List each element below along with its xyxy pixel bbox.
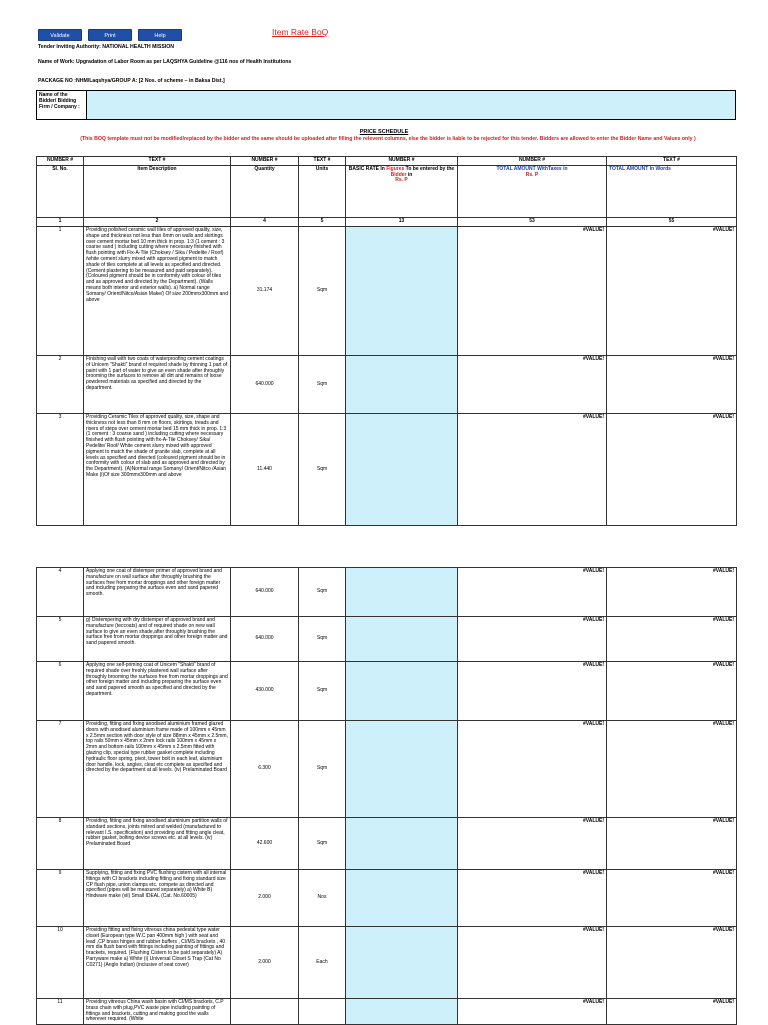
table-row — [37, 818, 737, 870]
item-unit: Sqm — [299, 721, 346, 818]
print-button[interactable]: Print — [88, 29, 132, 41]
colnum-cell: 53 — [458, 217, 607, 226]
amount-in-words: #VALUE! — [607, 818, 737, 870]
item-sl: 8 — [37, 818, 84, 870]
amount-in-words: #VALUE! — [607, 721, 737, 818]
item-quantity — [231, 999, 299, 1025]
item-sl: 4 — [37, 568, 84, 617]
type-cell: TEXT # — [607, 157, 737, 166]
total-amount: #VALUE! — [458, 227, 607, 356]
name-of-work: Name of Work: Upgradation of Labor Room as per LAQSHYA Guideline @116 nos of Health Institutions — [38, 59, 292, 65]
boq-items-table-2 — [36, 567, 737, 1025]
table-row — [37, 414, 737, 526]
type-cell: TEXT # — [299, 157, 346, 166]
item-quantity: 640.000 — [231, 356, 299, 414]
rate-input[interactable] — [346, 818, 458, 870]
table-row — [37, 568, 737, 617]
column-number-row — [37, 217, 737, 226]
rate-input[interactable] — [346, 870, 458, 927]
header-total: TOTAL AMOUNT WithTaxes in Rs. P — [458, 165, 607, 217]
item-quantity: 42.600 — [231, 818, 299, 870]
price-schedule-note: (This BOQ template must not be modified/replaced by the bidder and the same should be uploaded after filling the relevent columns, else the bidder is liable to be rejected for this tender. Bidders are allowed to enter the Bidder Name and Values only ) — [80, 136, 696, 142]
help-button[interactable]: Help — [138, 29, 182, 41]
package-no: PACKAGE NO :NHM/Laqshya/GROUP A: [2 Nos. of scheme – in Baksa Dist.] — [38, 78, 225, 84]
header-words: TOTAL AMOUNT In Words — [607, 165, 737, 217]
rate-input[interactable] — [346, 662, 458, 721]
item-description: Applying one coat of distemper primer of approved brand and manufacture on wall surface after throughly brushing the surfaces free from mortar droppings and other foreign matter and including preparing the surface even and sand papered smooth. — [84, 568, 231, 617]
item-description: g) Distempering with dry distemper of approved brand and manufacture (teccoats) and of required shade on new wall surface to give an even shade,after throughly brushing the surface free from mortar droppings and other foreign matter and sand papered smooth. — [84, 617, 231, 662]
item-quantity: 640.000 — [231, 617, 299, 662]
header-units: Units — [299, 165, 346, 217]
bidder-name-row — [36, 90, 736, 120]
amount-in-words: #VALUE! — [607, 568, 737, 617]
type-cell: NUMBER # — [458, 157, 607, 166]
amount-in-words: #VALUE! — [607, 927, 737, 999]
item-unit: Sqm — [299, 414, 346, 526]
amount-in-words: #VALUE! — [607, 356, 737, 414]
type-cell: NUMBER # — [37, 157, 84, 166]
total-amount: #VALUE! — [458, 568, 607, 617]
total-amount: #VALUE! — [458, 662, 607, 721]
total-amount: #VALUE! — [458, 999, 607, 1025]
item-description: Providing vitreous China wash basin with CI/MS brackets, C.P brass chain with plug,PVC waste pipe including painting of fittings and brackets, cutting and making good the walls wherever required. (White — [84, 999, 231, 1025]
rate-input[interactable] — [346, 721, 458, 818]
table-row — [37, 870, 737, 927]
amount-in-words: #VALUE! — [607, 999, 737, 1025]
rate-input[interactable] — [346, 227, 458, 356]
validate-button[interactable]: Validate — [38, 29, 82, 41]
colnum-cell: 2 — [84, 217, 231, 226]
rate-input[interactable] — [346, 414, 458, 526]
colnum-cell: 4 — [231, 217, 299, 226]
item-quantity: 6.300 — [231, 721, 299, 818]
item-description: Providing Ceramic Tiles of approved quality, size, shape and thickness not less than 8 mm on floors, skirtings, treads and risers of steps over cement mortar bed 15 mm thick in prop. 1:3 (1 cement : 3 coarse sand ) including cutting where necessary finished with flush pointing with fix-A-Tile Choksey/ Sika/ Pedelite/ Roof/ White cement slurry mixed with approved pigment to match the shade of granite slab, complete at all levels as specified and directed (coloured pigment should be in conformity with colour of slab and as approved and directed by the Department). (A)Normal range Somany/ Orient/Nitco /Asian Make (i)Of size 300mmx300mm and above — [84, 414, 231, 526]
amount-in-words: #VALUE! — [607, 662, 737, 721]
total-amount: #VALUE! — [458, 927, 607, 999]
rate-input[interactable] — [346, 617, 458, 662]
item-quantity: 11.440 — [231, 414, 299, 526]
item-description: Finishing wall with two coats of waterproofing cement coatings of Unicem "Shakti" brand of required shade by thinning 1 part of paint with 1 part of water to give an even shade after throughly brooming the surfaces to remove all dirt and remains of loose powdered materials as specified and directed by the department. — [84, 356, 231, 414]
table-row — [37, 356, 737, 414]
table-row — [37, 617, 737, 662]
table-row — [37, 927, 737, 999]
amount-in-words: #VALUE! — [607, 870, 737, 927]
tender-authority: Tender Inviting Authority: NATIONAL HEALTH MISSION — [38, 44, 175, 50]
item-sl: 5 — [37, 617, 84, 662]
rate-input[interactable] — [346, 568, 458, 617]
rate-input[interactable] — [346, 927, 458, 999]
type-cell: NUMBER # — [346, 157, 458, 166]
item-description: Providing polished ceramic wall tiles of approved quality, size, shape and thickness not less than 6mm on walls and skirtings over cement mortar bed 10 mm thick in prop. 1:3 (1 cement : 3 coarse sand ) including cutting where necessary finished with flush pointing with Fix-A-Tile (Choksey / Sika / Pedelite / Roof) /white cement slurry mixed with approved pigment to match shade of tiles complete at all levels as specified and directed. (Cement plastering to be measured and paid separately). (Coloured pigment should be in conformity with colour of tiles and as approved and directed by the Department). (Walls means both interior and exterior walls). a) Normal range Somany/ Orient/Nitco/Asian Make/) Of size 200mmx300mm and above — [84, 227, 231, 356]
type-cell: NUMBER # — [231, 157, 299, 166]
table-row — [37, 999, 737, 1025]
item-sl: 9 — [37, 870, 84, 927]
item-quantity: 2.000 — [231, 927, 299, 999]
item-sl: 2 — [37, 356, 84, 414]
item-sl: 6 — [37, 662, 84, 721]
page-title: Item Rate BoQ — [272, 27, 329, 37]
header-sl: Sl. No. — [37, 165, 84, 217]
colnum-cell: 55 — [607, 217, 737, 226]
type-cell: TEXT # — [84, 157, 231, 166]
item-sl: 3 — [37, 414, 84, 526]
colnum-cell: 5 — [299, 217, 346, 226]
type-row — [37, 157, 737, 166]
item-description: Applying one self-priming coat of Unicem "Shakti" brand of required shade over freshly plastered wall surface after throughly brooming the surfaces free from mortar droppings and other foreign matter and including preparing the surface even and sand papered smooth as specified and directed by the department. — [84, 662, 231, 721]
header-desc: Item Description — [84, 165, 231, 217]
item-unit: Sqm — [299, 227, 346, 356]
table-row — [37, 227, 737, 356]
total-amount: #VALUE! — [458, 818, 607, 870]
item-unit: Sqm — [299, 356, 346, 414]
total-amount: #VALUE! — [458, 414, 607, 526]
item-unit: Sqm — [299, 617, 346, 662]
colnum-cell: 1 — [37, 217, 84, 226]
item-unit: Each — [299, 927, 346, 999]
table-row — [37, 662, 737, 721]
total-amount: #VALUE! — [458, 617, 607, 662]
total-amount: #VALUE! — [458, 721, 607, 818]
item-sl: 10 — [37, 927, 84, 999]
item-description: Providing fitting and fixing vitreous china pedestal type water closet (European type W.C pan 400mm high ) with seat and lead ,CP brass hinges and rubber buffers , CI/MS brackets , 40 mm dia flush band with fittings including painting of fittings and brackets, required. (Flushing Cistern to be paid separately) A) Parryware make a) White (i) Universal Closet S Trap (Cat No C0271) (Anglo Indian) (inclusive of seat cover) — [84, 927, 231, 999]
item-unit: Sqm — [299, 568, 346, 617]
item-quantity: 2.000 — [231, 870, 299, 927]
boq-header-table — [36, 156, 737, 227]
rate-input[interactable] — [346, 999, 458, 1025]
item-quantity: 31.174 — [231, 227, 299, 356]
item-sl: 1 — [37, 227, 84, 356]
item-unit: Nos — [299, 870, 346, 927]
item-description: Providing, fitting and fixing anodised aluminium framed glazed doors with anodised aluminium frame made of 100mm x 45mm x 2.5mm section with door style of size 88mm x 45mm x 2.5mm, top rails 50mm x 45mm x 2mm lock rails 100mm x 45mm x 2mm and bottom rails 100mm x 45mm x 2.5mm fitted with glazing clip, special type rubber gasket complete including hydraulic floor spring, pivot, tower bolt in each leaf, aluminium door handle, lock, angles, cleat etc complete as specified and directed by the department at all levels. (iv) Prelaminated Board — [84, 721, 231, 818]
price-schedule-title: PRICE SCHEDULE — [359, 129, 409, 135]
amount-in-words: #VALUE! — [607, 227, 737, 356]
item-quantity: 430.000 — [231, 662, 299, 721]
item-unit: Sqm — [299, 818, 346, 870]
total-amount: #VALUE! — [458, 870, 607, 927]
item-unit — [299, 999, 346, 1025]
bidder-name-label: Name of the Bidder/ Bidding Firm / Company : — [37, 91, 87, 119]
item-description: Supplying, fitting and fixing PVC flushing cistern with all internal fittings with CI brackets including fitting and fixing standard size CP flush pipe, union clamps etc. compete as directed and specified (pipes will be measured separately) a) White B) Hindware make (vii) Small IDEAL (Cat. No.60005) — [84, 870, 231, 927]
total-amount: #VALUE! — [458, 356, 607, 414]
item-quantity: 640.000 — [231, 568, 299, 617]
boq-items-table-1 — [36, 226, 737, 526]
header-qty: Quantity — [231, 165, 299, 217]
column-header-row — [37, 165, 737, 217]
bidder-name-input[interactable] — [87, 91, 735, 119]
item-unit: Sqm — [299, 662, 346, 721]
item-description: Providing, fitting and fixing anodised aluminium partition walls of standard sections, joints mitred and welded (manufactured to relevant I.S. specification) and providing and fitting angle cleat, rubber gasket, bolting device screws etc. at all levels. (iv) Prelaminated Board — [84, 818, 231, 870]
amount-in-words: #VALUE! — [607, 414, 737, 526]
amount-in-words: #VALUE! — [607, 617, 737, 662]
table-row — [37, 721, 737, 818]
item-sl: 7 — [37, 721, 84, 818]
item-sl: 11 — [37, 999, 84, 1025]
colnum-cell: 13 — [346, 217, 458, 226]
rate-input[interactable] — [346, 356, 458, 414]
header-rate: BASIC RATE In Figures To be entered by the Bidder in Rs. P — [346, 165, 458, 217]
